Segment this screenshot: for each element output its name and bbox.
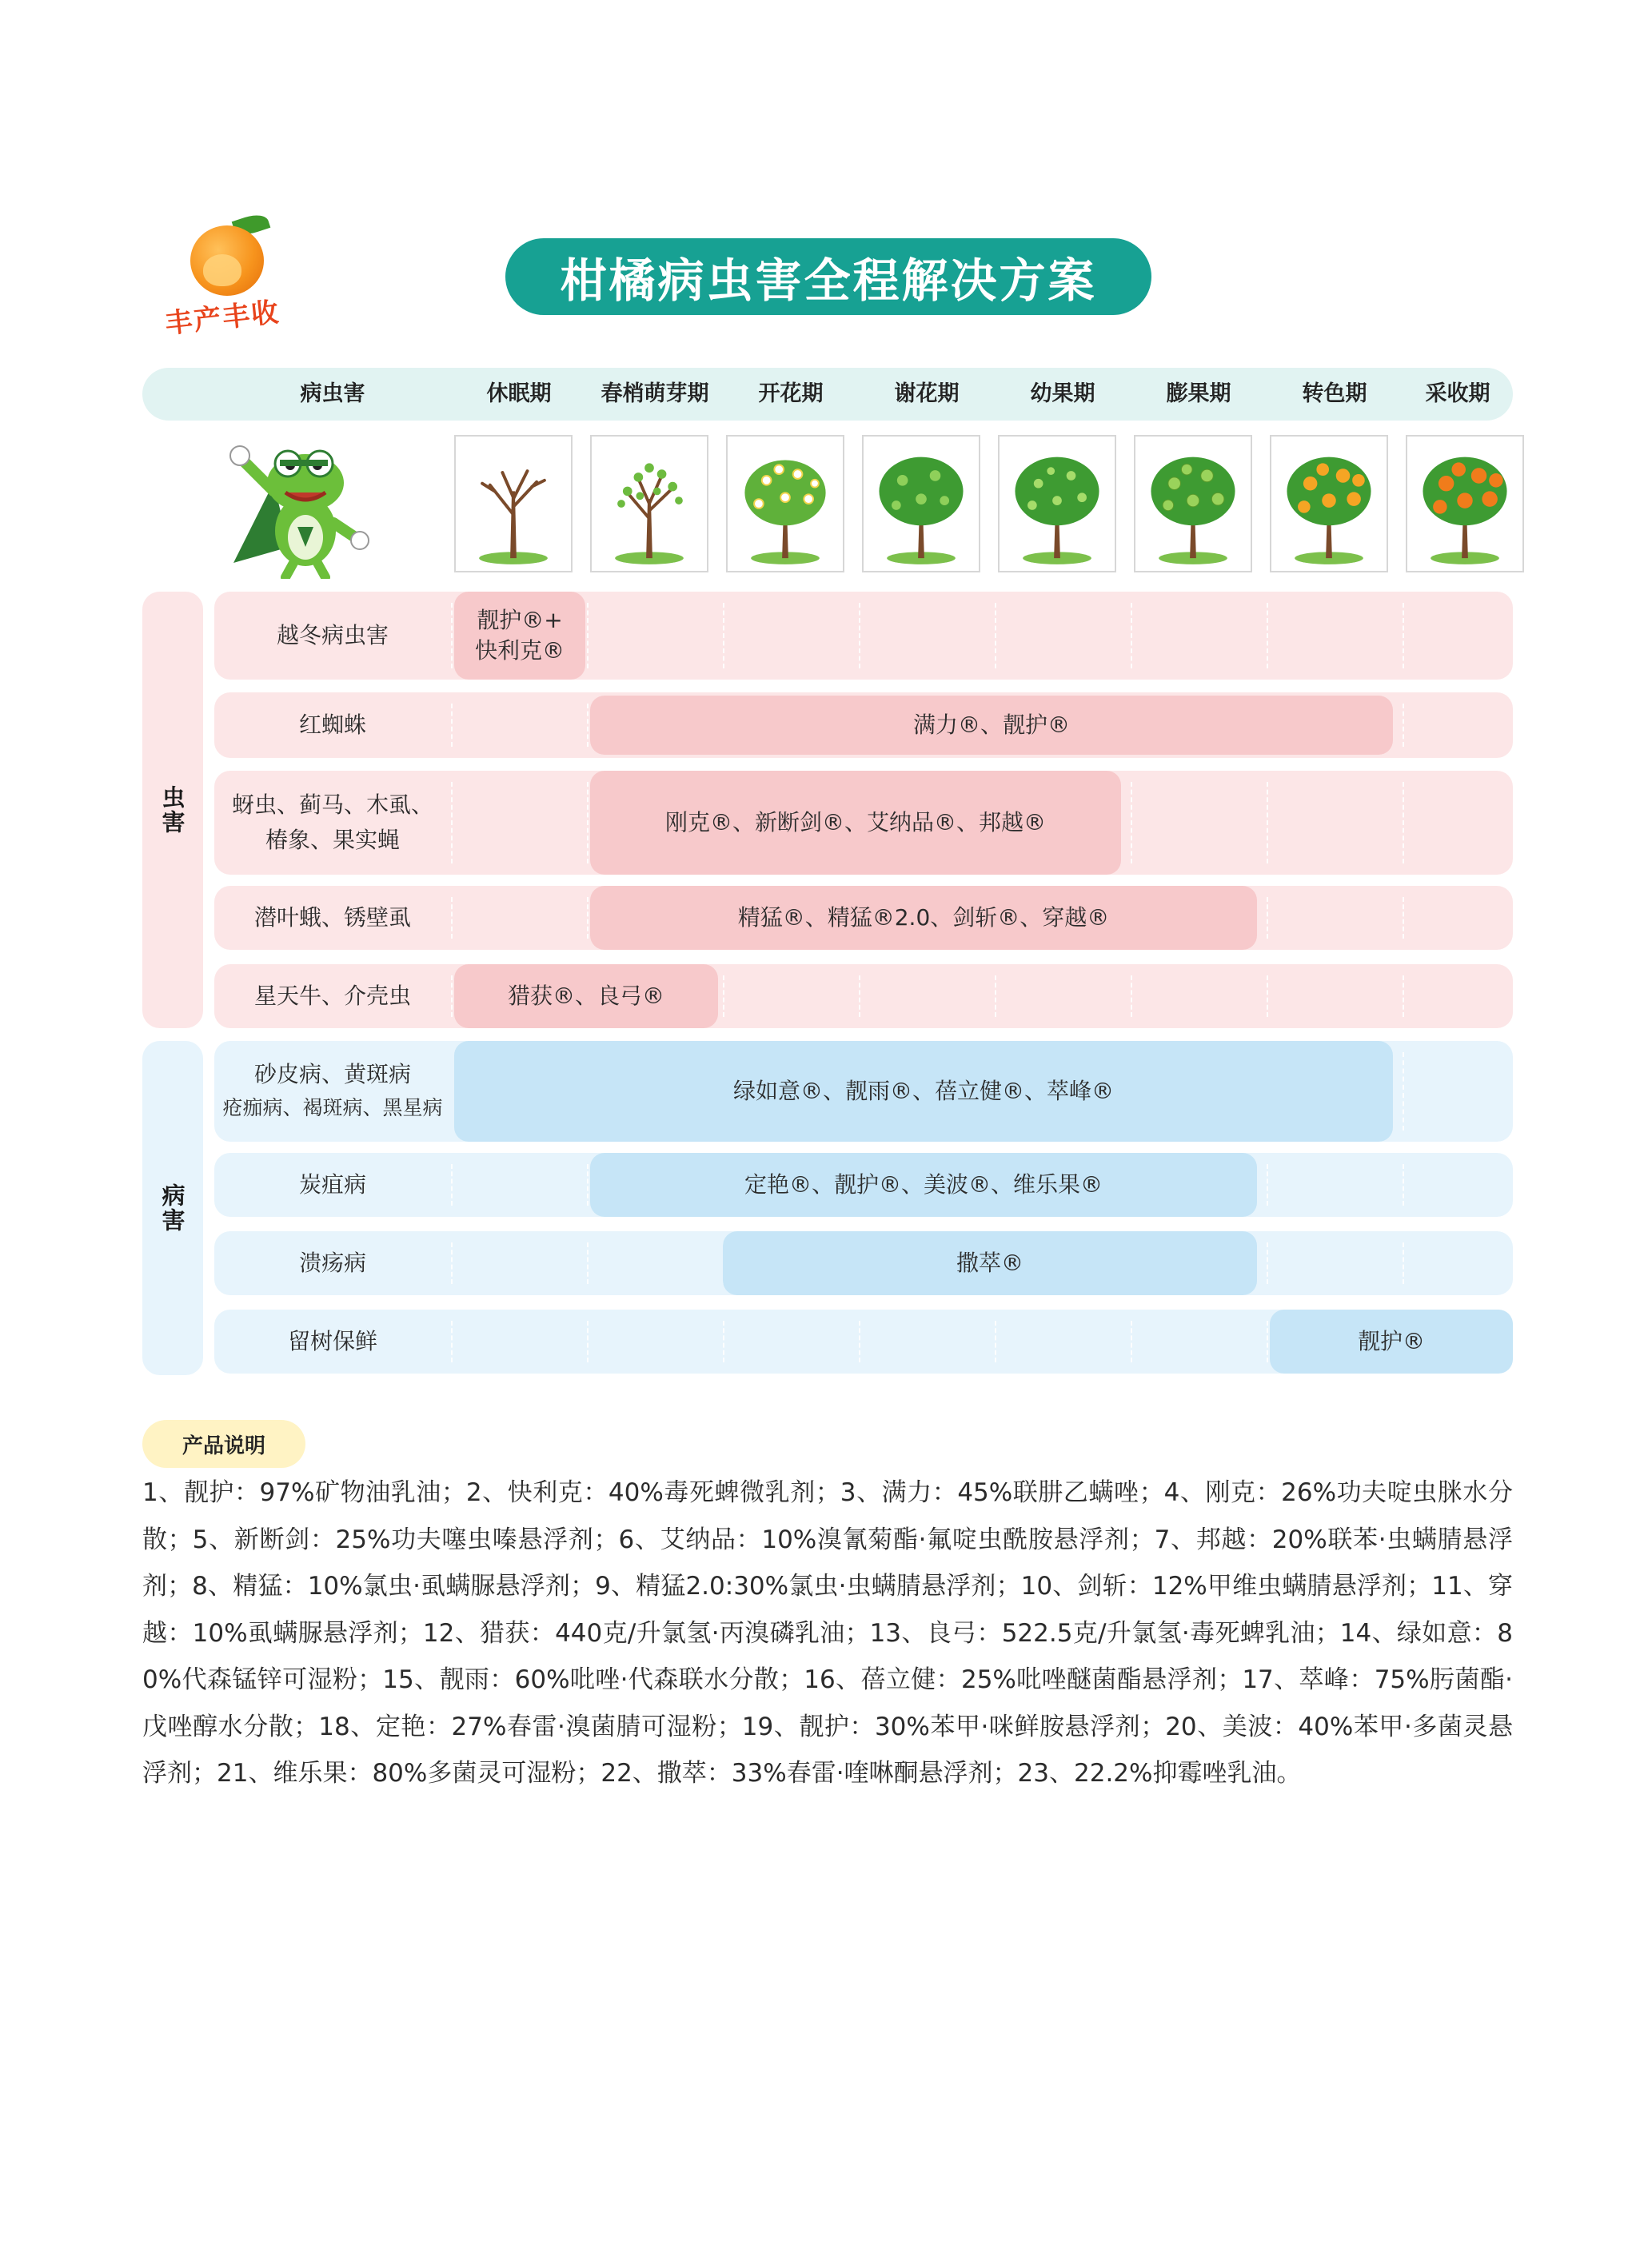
stage-label: 膨果期 — [1166, 381, 1231, 406]
product-bar — [454, 592, 585, 680]
category-disease — [142, 1041, 203, 1375]
stage-label: 转色期 — [1302, 381, 1367, 406]
product-bar: 撒萃® — [723, 1231, 1257, 1295]
tree-harvest-icon — [1406, 435, 1524, 572]
category-pest — [142, 592, 203, 1028]
product-notes: 1、靓护：97%矿物油乳油；2、快利克：40%毒死蜱微乳剂；3、满力：45%联肼乙螨唑；4、刚克：26%功夫啶虫脒水分散；5、新断剑：25%功夫噻虫嗪悬浮剂；6、艾纳品：10%溴氰菊酯·氟啶虫酰胺悬浮剂；7、邦越：20%联苯·虫螨腈悬浮剂；8、精猛：10%氯虫·虱螨脲悬浮剂；9、精猛2.0:30%氯虫·虫螨腈悬浮剂；10、剑斩：12%甲维虫螨腈悬浮剂；11、穿越：10%虱螨脲悬浮剂；12、猎获：440克/升氯氢·丙溴磷乳油；13、良弓：522.5克/升氯氢·毒死蜱乳油；14、绿如意：80%代森锰锌可湿粉；15、靓雨：60%吡唑·代森联水分散；16、蓓立健：25%吡唑醚菌酯悬浮剂；17、萃峰：75%肟菌酯·戊唑醇水分散；18、定艳：27%春雷·溴菌腈可湿粉；19、靓护：30%苯甲·咪鲜胺悬浮剂；20、美波：40%苯甲·多菌灵悬浮剂；21、维乐果：80%多菌灵可湿粉；22、撒萃：33%春雷·喹啉酮悬浮剂；23、22.2%抑霉唑乳油。 — [142, 1478, 1513, 1788]
stage-label: 开花期 — [758, 381, 824, 406]
tree-color-change-icon — [1270, 435, 1388, 572]
row-label-line: 疮痂病、褐斑病、黑星病 — [222, 1096, 443, 1119]
product-bar: 精猛®、精猛®2.0、剑斩®、穿越® — [590, 886, 1257, 950]
category-label: 虫害 — [158, 785, 186, 835]
product-bar: 定艳®、靓护®、美波®、维乐果® — [590, 1153, 1257, 1217]
row-label-line: 椿象、果实蝇 — [265, 827, 400, 853]
product-bar: 绿如意®、靓雨®、蓓立健®、萃峰® — [454, 1041, 1393, 1142]
row-label-line: 蚜虫、蓟马、木虱、 — [231, 792, 433, 818]
stage-label: 幼果期 — [1030, 381, 1095, 406]
tree-sprouting-icon — [590, 435, 708, 572]
row-label: 星天牛、介壳虫 — [253, 983, 411, 1009]
category-label: 病害 — [158, 1183, 186, 1233]
row-label: 溃疡病 — [298, 1250, 366, 1276]
tree-petal-fall-icon — [862, 435, 980, 572]
stage-label: 谢花期 — [894, 381, 960, 406]
row-label-line: 砂皮病、黄斑病 — [253, 1061, 411, 1087]
tree-dormant-icon — [454, 435, 573, 572]
stage-label: 休眠期 — [486, 381, 552, 406]
row-label: 炭疽病 — [298, 1171, 366, 1198]
brand-logo — [160, 209, 304, 341]
product-bar: 刚克®、新断剑®、艾纳品®、邦越® — [590, 771, 1121, 875]
tree-flowering-icon — [726, 435, 844, 572]
orange-segment-icon — [203, 254, 241, 286]
stage-label: 春梢萌芽期 — [601, 381, 709, 406]
tree-fruit-swelling-icon — [1134, 435, 1252, 572]
product-text: 快利克® — [474, 637, 565, 664]
frog-mascot-icon — [217, 427, 377, 579]
row-label: 红蜘蛛 — [298, 712, 366, 738]
page-title: 柑橘病虫害全程解决方案 — [505, 238, 1151, 315]
row-label — [214, 1041, 451, 1142]
tree-young-fruit-icon — [998, 435, 1116, 572]
product-bar: 满力®、靓护® — [590, 696, 1393, 755]
brand-text: 丰产丰收 — [163, 296, 282, 341]
product-bar: 靓护® — [1270, 1310, 1513, 1374]
notes-label: 产品说明 — [142, 1420, 305, 1468]
product-bar: 猎获®、良弓® — [454, 964, 718, 1028]
product-text: 靓护®+ — [477, 607, 563, 633]
row-label — [214, 771, 451, 875]
stage-col-header: 病虫害 — [300, 381, 365, 406]
row-label: 潜叶蛾、锈壁虱 — [253, 904, 411, 931]
stage-label: 采收期 — [1425, 381, 1490, 406]
row-label: 留树保鲜 — [287, 1328, 377, 1354]
row-label: 越冬病虫害 — [276, 622, 389, 648]
